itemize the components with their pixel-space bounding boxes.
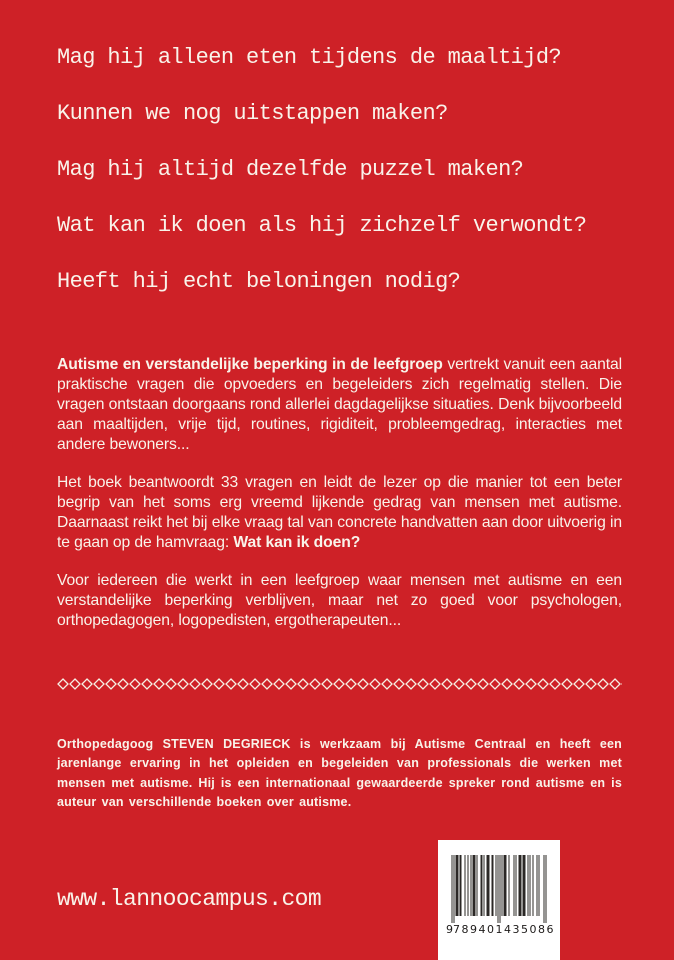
website-url: www.lannoocampus.com <box>57 886 322 912</box>
question-line: Heeft hij echt beloningen nodig? <box>57 269 461 294</box>
blurb-paragraph: Voor iedereen die werkt in een leefgroep waar mensen met autisme en een verstandelijke beperking verblijven, maar net zo goed voor psychologen, orthopedagogen, logopedisten, ergotherapeuten... <box>57 572 622 629</box>
questions-list <box>57 46 634 326</box>
barcode-group-right: 435086 <box>504 923 555 936</box>
blurb <box>57 355 622 649</box>
barcode-number <box>446 923 555 936</box>
question-line: Kunnen we nog uitstappen maken? <box>57 101 448 126</box>
barcode-digit-lead: 9 <box>446 923 453 936</box>
blurb-paragraph: Het boek beantwoordt 33 vragen en leidt de lezer op die manier tot een beter begrip van het soms erg vreemd lijkende gedrag van mensen met autisme. Daarnaast reikt het bij elke vraag tal van concrete handvatten aan door uitvoerig in te gaan op de hamvraag: Wat kan ik doen? <box>57 474 622 551</box>
barcode-group-left: 789401 <box>453 923 504 936</box>
blurb-paragraph: Autisme en verstandelijke beperking in de leefgroep vertrekt vanuit een aantal praktische vragen die opvoeders en begeleiders zich regelmatig stellen. Die vragen ontstaan doorgaans rond allerlei dagdagelijkse situaties. Denk bijvoorbeeld aan maaltijden, vrije tijd, routines, rigiditeit, probleemgedrag, interacties met andere bewoners... <box>57 356 622 453</box>
question-line: Mag hij altijd dezelfde puzzel maken? <box>57 157 524 182</box>
question-line: Mag hij alleen eten tijdens de maaltijd? <box>57 45 562 70</box>
question-line: Wat kan ik doen als hij zichzelf verwondt? <box>57 213 587 238</box>
barcode <box>438 840 560 960</box>
diamond-divider <box>57 678 622 690</box>
barcode-bars-icon <box>450 855 548 923</box>
author-bio: Orthopedagoog STEVEN DEGRIECK is werkzaam bij Autisme Centraal en heeft een jarenlange ervaring in het opleiden en begeleiden van professionals die werken met mensen met autisme. Hij is een internationaal gewaardeerde spreker rond autisme en is auteur van verschillende boeken over autisme. <box>57 737 622 809</box>
diamond-chain-icon <box>57 678 622 690</box>
